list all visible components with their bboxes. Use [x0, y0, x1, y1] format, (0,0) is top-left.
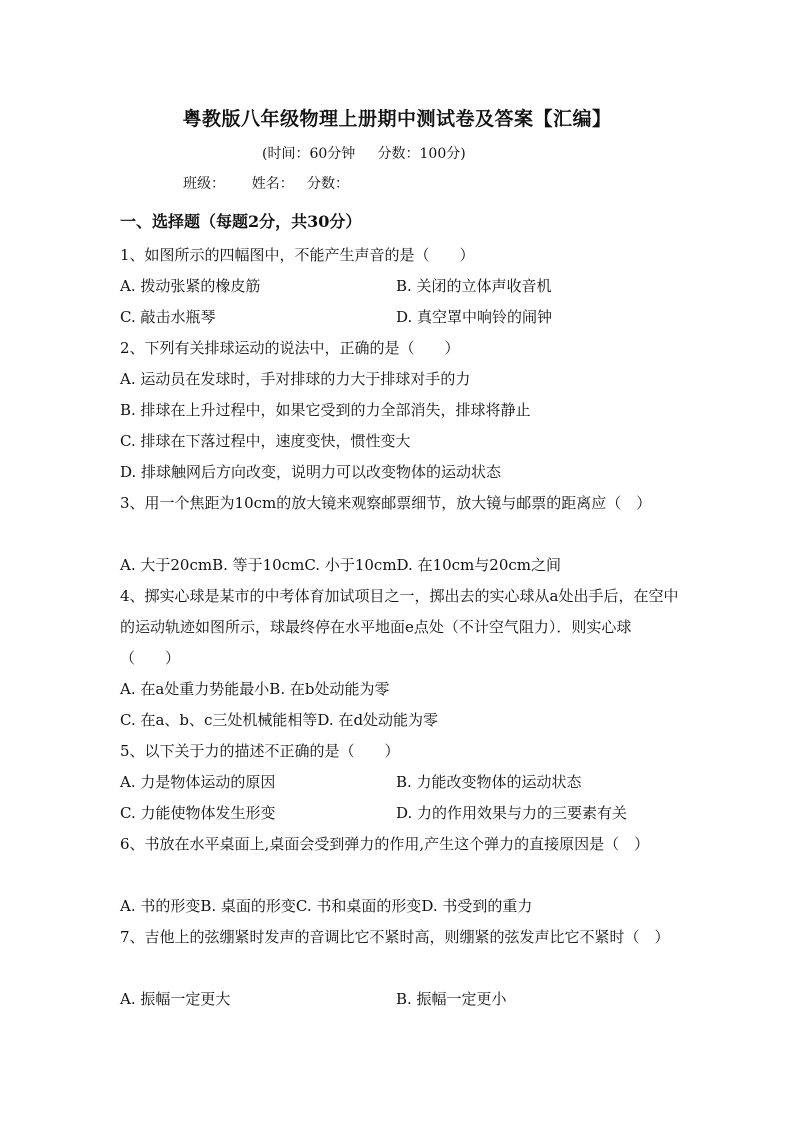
- option-b: B. 力能改变物体的运动状态: [396, 773, 582, 791]
- option-row: [120, 984, 680, 1015]
- option-line: A. 大于20cmB. 等于10cmC. 小于10cmD. 在10cm与20cm之间: [120, 556, 561, 574]
- option-line: A. 书的形变B. 桌面的形变C. 书和桌面的形变D. 书受到的重力: [120, 897, 533, 915]
- option-b: B. 振幅一定更小: [396, 990, 507, 1008]
- question-list: [120, 240, 680, 1015]
- option-c: C. 力能使物体发生形变: [120, 804, 276, 822]
- option-a: A. 运动员在发球时，手对排球的力大于排球对手的力: [120, 370, 471, 388]
- option-b: B. 关闭的立体声收音机: [396, 277, 552, 295]
- option-c: C. 敲击水瓶琴: [120, 308, 216, 326]
- option-row: [120, 271, 680, 302]
- exam-meta: (时间：60分钟 分数：100分): [262, 146, 466, 162]
- question-stem: 5、以下关于力的描述不正确的是（ ）: [120, 742, 400, 760]
- option-c: C. 排球在下落过程中，速度变快，惯性变大: [120, 432, 411, 450]
- question-stem: 4、掷实心球是某市的中考体育加试项目之一，掷出去的实心球从a处出手后，在空中的运动轨迹如图所示，球最终停在水平地面e点处（不计空气阻力）．则实心球（ ）: [120, 587, 679, 667]
- option-d: D. 真空罩中响铃的闹钟: [396, 308, 553, 326]
- question-stem: 7、吉他上的弦绷紧时发声的音调比它不紧时高，则绷紧的弦发声比它不紧时（ ）: [120, 928, 670, 946]
- option-b: B. 排球在上升过程中，如果它受到的力全部消失，排球将静止: [120, 401, 531, 419]
- option-d: D. 排球触网后方向改变，说明力可以改变物体的运动状态: [120, 463, 502, 481]
- option-a: A. 力是物体运动的原因: [120, 773, 276, 791]
- question-stem: 6、书放在水平桌面上,桌面会受到弹力的作用,产生这个弹力的直接原因是（ ）: [120, 835, 650, 853]
- option-line: A. 在a处重力势能最小B. 在b处动能为零: [120, 680, 390, 698]
- page-title: 粤教版八年级物理上册期中测试卷及答案【汇编】: [182, 108, 612, 130]
- student-info-line: 班级： 姓名： 分数：: [183, 176, 350, 192]
- question-stem: 2、下列有关排球运动的说法中，正确的是（ ）: [120, 339, 460, 357]
- question-stem: 3、用一个焦距为10cm的放大镜来观察邮票细节，放大镜与邮票的距离应（ ）: [120, 494, 652, 512]
- option-a: A. 振幅一定更大: [120, 990, 231, 1008]
- section-heading: 一、选择题（每题2分，共30分）: [120, 212, 362, 231]
- question-stem: 1、如图所示的四幅图中，不能产生声音的是（ ）: [120, 246, 475, 264]
- option-line: C. 在a、b、c三处机械能相等D. 在d处动能为零: [120, 711, 439, 729]
- option-row: [120, 767, 680, 798]
- option-row: [120, 798, 680, 829]
- option-a: A. 拨动张紧的橡皮筋: [120, 277, 261, 295]
- option-d: D. 力的作用效果与力的三要素有关: [396, 804, 628, 822]
- option-row: [120, 302, 680, 333]
